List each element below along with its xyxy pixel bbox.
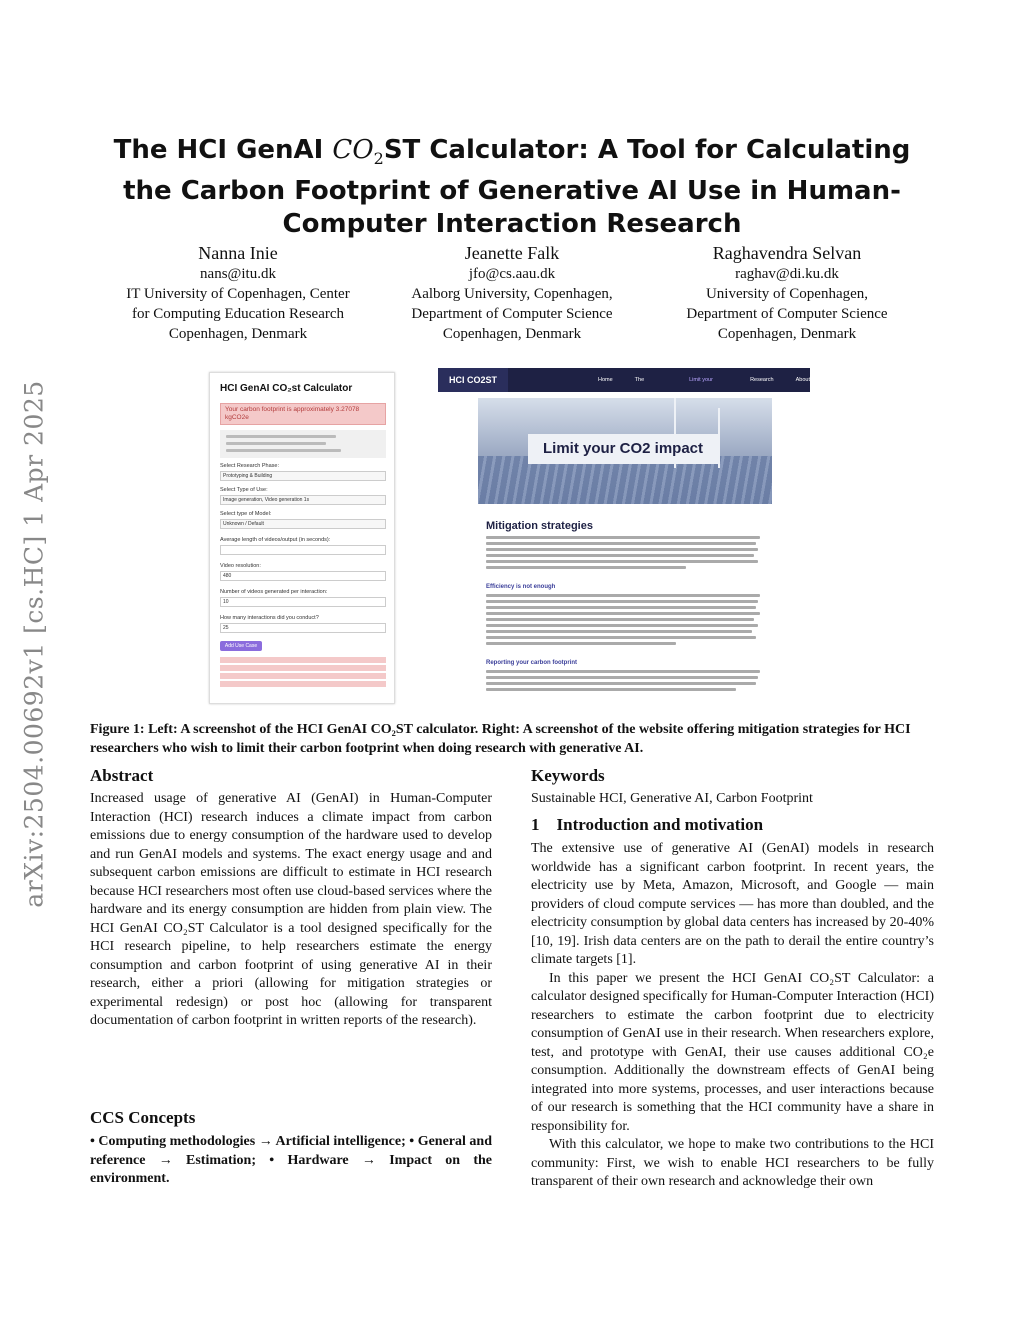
add-use-case-button[interactable]: Add Use Case bbox=[220, 641, 262, 651]
hero-image bbox=[478, 398, 772, 504]
interactions-input[interactable]: 25 bbox=[220, 623, 386, 633]
abstract-text: Increased usage of generative AI (GenAI) in Human-Computer Interaction (HCI) research induces a climate impact from carbon emissions due to energy consumption of the hardware used to develop and run GenAI models and systems. The exact energy usage and and subsequent carbon emissions are difficult to estimate in HCI research because HCI researchers most often use cloud-based services where the hardware and its energy consumption are hidden from plain view. The HCI GenAI CO₂ST Calculator is a tool designed specifically for the HCI research pipeline, to help researchers estimate the energy consumption and carbon footprint of using generative AI in their research, either a priori (allowing for mitigation strategies or experimental redesign) or post hoc (allowing for transparent documentation of carbon footprint in written reports of the research). bbox=[90, 791, 492, 1028]
paper-title: The HCI GenAI $CO_2ST$ Calculator: A Tool for Calculating the Carbon Footprint of Generative AI Use in Human-Computer Interaction Research bbox=[113, 135, 911, 240]
ccs-heading: CCS Concepts bbox=[90, 1108, 196, 1127]
web-para-1 bbox=[486, 536, 760, 572]
website-screenshot bbox=[438, 368, 810, 706]
web-para-2 bbox=[486, 594, 760, 648]
calc-title: HCI GenAI CO₂st Calculator bbox=[220, 383, 353, 394]
nav-limit[interactable]: Limit your bbox=[689, 377, 713, 383]
arxiv-stamp: arXiv:2504.00692v1 [cs.HC] 1 Apr 2025 bbox=[19, 380, 49, 908]
hero-heading: Limit your CO2 impact bbox=[528, 434, 718, 464]
result-alert: Your carbon footprint is approximately 3.27078 kgCO2e bbox=[220, 403, 386, 425]
author-3: Raghavendra Selvan raghav@di.ku.dk University of Copenhagen, Department of Computer Science Copenhagen, Denmark bbox=[686, 243, 888, 342]
author-1: Nanna Inie nans@itu.dk IT University of Copenhagen, Center for Computing Education Research Copenhagen, Denmark bbox=[126, 243, 350, 342]
videos-input[interactable]: 10 bbox=[220, 597, 386, 607]
phase-select[interactable]: Prototyping & Building bbox=[220, 471, 386, 481]
length-input[interactable] bbox=[220, 545, 386, 555]
figure-caption: Figure 1: Left: A screenshot of the HCI GenAI CO₂ST calculator. Right: A screenshot of the website offering mitigation strategies for HCI researchers who wish to limit their carbon footprint when doing research with generative AI. bbox=[90, 722, 911, 756]
author-2: Jeanette Falk jfo@cs.aau.dk Aalborg University, Copenhagen, Department of Computer Science Copenhagen, Denmark bbox=[411, 243, 613, 342]
keywords-heading: Keywords bbox=[531, 766, 605, 785]
web-h2b: Reporting your carbon footprint bbox=[486, 660, 577, 666]
ccs-text: • Computing methodologies → Artificial intelligence; • General and reference → Estimation; • Hardware → Impact on the environment. bbox=[90, 1134, 492, 1186]
resolution-input[interactable]: 480 bbox=[220, 571, 386, 581]
calc-form: Select Research Phase: Prototyping & Building Select Type of Use: Image generation, Video generation 1s Select type of Model: Unknown / Default Average length of videos/output (in seconds): Video resolution: 480 Number of videos generated per interaction: 10 How many interactions did you conduct? 25 bbox=[220, 463, 386, 641]
intro-heading: 1 Introduction and motivation bbox=[531, 815, 764, 834]
info-box bbox=[220, 430, 386, 458]
nav-home[interactable]: Home bbox=[598, 377, 613, 383]
nav-about[interactable]: About bbox=[795, 377, 810, 383]
model-select[interactable]: Unknown / Default bbox=[220, 519, 386, 529]
web-logo: HCI CO2ST bbox=[438, 368, 508, 392]
use-case-list bbox=[220, 657, 386, 689]
nav-calculator[interactable]: The bbox=[634, 377, 645, 383]
use-select[interactable]: Image generation, Video generation 1s bbox=[220, 495, 386, 505]
web-h1: Mitigation strategies bbox=[486, 520, 593, 532]
keywords-text: Sustainable HCI, Generative AI, Carbon Footprint bbox=[531, 791, 813, 806]
web-h2a: Efficiency is not enough bbox=[486, 584, 556, 590]
web-navbar bbox=[438, 368, 810, 392]
calculator-screenshot bbox=[209, 372, 395, 704]
nav-research[interactable]: Research bbox=[750, 377, 774, 383]
web-para-3 bbox=[486, 670, 760, 694]
abstract-heading: Abstract bbox=[90, 766, 154, 785]
intro-text: The extensive use of generative AI (GenAI) models in research worldwide has a significant carbon footprint. In recent years, the electricity use by Meta, Amazon, Microsoft, and Google — main providers of cloud compute services — has more than doubled, and the electricity consumption by global data centers has increased by 20-40% [10, 19]. Irish data centers are on the path to derail the entire country’s climate targets [1]. In this paper we present the HCI GenAI CO₂ST Calculator: a calculator designed specifically for Human-Computer Interaction (HCI) researchers to estimate the carbon footprint due to electricity consumption of GenAI use in their research. When researchers explore, test, and prototype with GenAI, their use causes additional CO₂e consumption. Additionally the downstream effects of GenAI being integrated into more systems, processes, and user interactions because of our research is something that the HCI community have a share in responsibility for. With this calculator, we hope to make two contributions to the HCI community: First, we wish to enable HCI researchers to be fully transparent of their own research and acknowledge their own bbox=[531, 841, 934, 1189]
